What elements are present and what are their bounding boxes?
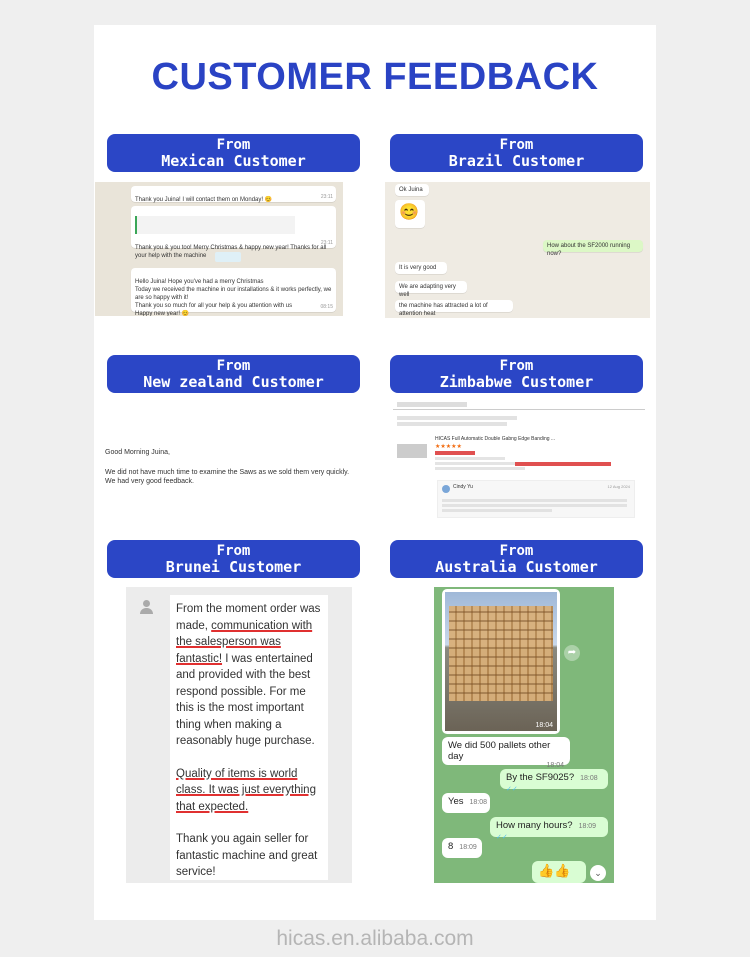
image-time: 18:04 [535, 722, 553, 729]
chat-message: Ok Juina [395, 184, 429, 196]
label-newzealand: From New zealand Customer [107, 355, 360, 393]
footer-url: hicas.en.alibaba.com [276, 927, 474, 950]
review-meta-line [397, 422, 507, 426]
reply-text-line [442, 504, 627, 507]
brazil-chat-screenshot [385, 182, 650, 318]
label-brunei: From Brunei Customer [107, 540, 360, 578]
label-mexico: From Mexican Customer [107, 134, 360, 172]
date-chip [215, 252, 241, 262]
review-paragraph: Thank you again seller for fantastic machine and great service! [176, 833, 318, 878]
forward-icon[interactable]: ➦ [564, 645, 580, 661]
avatar [442, 485, 450, 493]
pallets-photo [445, 592, 557, 731]
review-text-line [435, 467, 525, 470]
review-header-line [397, 402, 467, 407]
label-australia: From Australia Customer [390, 540, 643, 578]
reply-text-line [442, 509, 552, 512]
reply-name: Cindy Yu [453, 484, 473, 490]
reply-text-line [442, 499, 627, 502]
review-paragraph: From the moment order was made, communication with the salesperson was fantastic! I was entertained and provided with the best respond possible. For me this is the most important thing when making a reasonably huge purchase. [176, 603, 321, 747]
page-title: CUSTOMER FEEDBACK [151, 56, 599, 98]
scroll-down-icon[interactable]: ⌄ [590, 865, 606, 881]
label-brazil: From Brazil Customer [390, 134, 643, 172]
chat-message: Thank you & you too! Merry Christmas & happy new year! Thanks for all your help with the machine 23:11 [131, 206, 336, 248]
label-zimbabwe: From Zimbabwe Customer [390, 355, 643, 393]
chat-message: Thank you Juina! I will contact them on Monday! 😊 23:11 [131, 186, 336, 202]
highlight-mark [435, 451, 475, 455]
mexico-chat-screenshot [95, 182, 343, 316]
rating-stars: ★★★★★ [435, 444, 462, 450]
chat-message: How many hours? 18:09 ✓✓ [490, 817, 608, 837]
chat-message: By the SF9025? 18:08 ✓✓ [500, 769, 608, 789]
chat-message: It is very good [395, 262, 447, 274]
review-text-line [435, 457, 505, 460]
brunei-review-screenshot [126, 587, 352, 883]
chat-message: We did 500 pallets other day 18:04 [442, 737, 570, 765]
image-message [442, 589, 560, 734]
product-title: HICAS Full Automatic Double Gabng Edge Banding ... [435, 436, 556, 442]
product-thumbnail [397, 444, 427, 458]
seller-reply [437, 480, 635, 518]
nz-feedback-text: We did not have much time to examine the Saws as we sold them very quickly. We had very good feedback. [105, 469, 350, 485]
chat-message: 8 18:09 [442, 838, 482, 858]
zimbabwe-review-screenshot [393, 400, 645, 522]
review-bubble [170, 595, 328, 880]
review-paragraph: Quality of items is world class. It was just everything that expected. [176, 767, 316, 813]
review-meta-line [397, 416, 517, 420]
chat-message: We are adapting very well [395, 281, 467, 293]
quoted-message [135, 216, 295, 234]
nz-greeting: Good Morning Juina, [105, 449, 170, 456]
chat-message: the machine has attracted a lot of attention heat [395, 300, 513, 312]
australia-chat-screenshot [434, 587, 614, 883]
highlight-mark [515, 462, 611, 466]
user-avatar-icon [138, 599, 154, 615]
chat-message: 👍👍 [532, 861, 586, 883]
divider [393, 409, 645, 410]
reply-date: 12 Aug 2024 [607, 484, 630, 489]
chat-message: 😊 [395, 200, 425, 228]
chat-message: How about the SF2000 running now? [543, 240, 643, 252]
chat-message: Yes 18:08 [442, 793, 490, 813]
chat-message: Hello Juina! Hope you've had a merry Christmas Today we received the machine in our installations & it works perfectly, we are so happy with it! Thank you so much for all your help & you attention with us Happy new year! 😊 08:15 [131, 268, 336, 312]
